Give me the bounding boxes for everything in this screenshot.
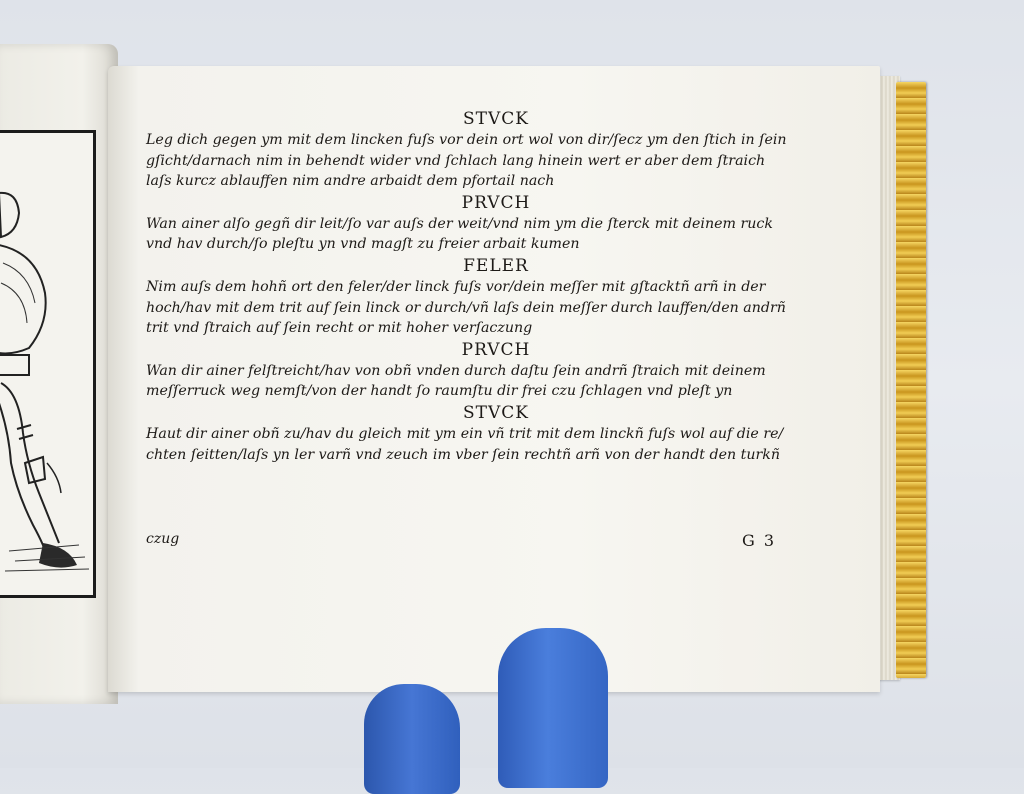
text-line: meſſerruck weg nemſt/von der handt ſo raumſtu dir frei czu ſchlagen vnd pleſt yn <box>146 383 733 400</box>
text-line: hoch/hav mit dem trit auf ſein linck or durch/vñ laſs dein meſſer durch lauffen/den andrñ <box>146 299 786 316</box>
fencer-figure-icon <box>0 133 93 595</box>
section-heading: FELER <box>463 255 529 276</box>
text-line: laſs kurcz ablauffen nim andre arbaidt dem pfortail nach <box>146 173 555 190</box>
text-line: Nim auſs dem hohñ ort den feler/der linck fuſs vor/dein meſſer mit gſtacktñ arñ in der <box>146 278 766 295</box>
gloved-finger-right <box>498 628 608 788</box>
gloved-finger-left <box>364 684 460 794</box>
text-line: Wan ainer alſo gegñ dir leit/ſo var auſs der weit/vnd nim ym die ſterck mit deinem ruck <box>146 215 773 232</box>
text-line: vnd hav durch/ſo pleſtu yn vnd magſt zu freier arbait kumen <box>146 236 580 253</box>
text-line: Haut dir ainer obñ zu/hav du gleich mit ym ein vñ trit mit dem linckñ fuſs wol auf die re/ <box>146 425 784 442</box>
text-line: Wan dir ainer felſtreicht/hav von obñ vnden durch daſtu ſein andrñ ſtraich mit deinem <box>146 362 766 379</box>
text-line: Leg dich gegen ym mit dem lincken fuſs vor dein ort wol von dir/ſecz ym den ſtich in ſein <box>146 132 787 148</box>
text-line: gſicht/darnach nim in behendt wider vnd ſchlach lang hinein wert er aber dem ſtraich <box>146 152 766 169</box>
woodcut-illustration <box>0 130 96 598</box>
section-heading: STVCK <box>463 109 529 129</box>
signature-mark: G 3 <box>741 531 776 550</box>
text-line: trit vnd ſtraich auf ſein recht or mit hoher verſaczung <box>146 320 533 337</box>
section-heading: PRVCH <box>461 339 531 360</box>
section-heading: PRVCH <box>461 192 531 213</box>
gilt-fore-edge <box>896 82 926 678</box>
left-page <box>0 44 118 704</box>
catchword: czug <box>146 531 180 547</box>
page-footer <box>146 531 776 555</box>
text-line: chten ſeitten/laſs yn ler varñ vnd zeuch im vber ſein rechtñ arñ von der handt den turkñ <box>146 446 780 463</box>
printed-text-block <box>146 108 846 558</box>
section-heading: STVCK <box>463 402 529 423</box>
